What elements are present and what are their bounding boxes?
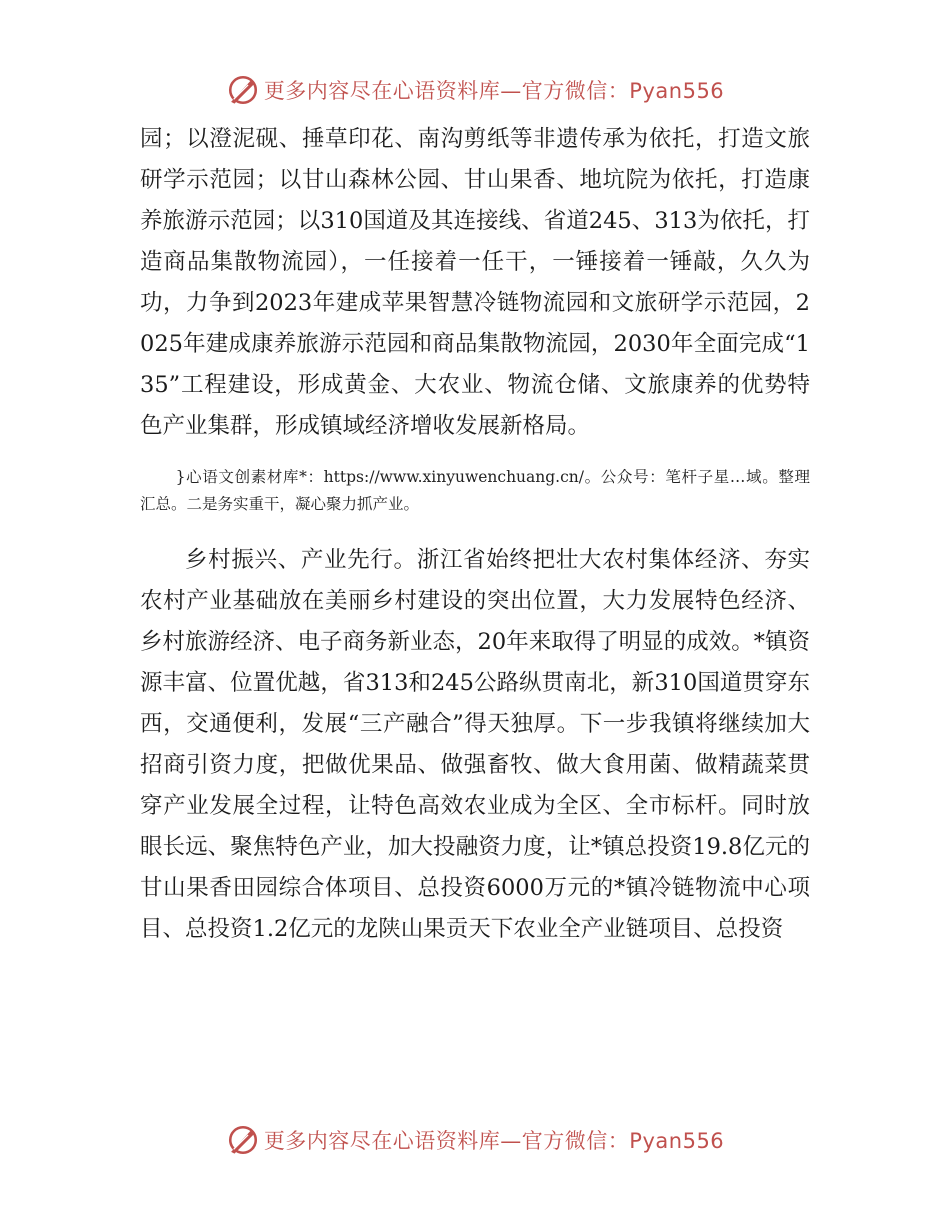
header-banner bbox=[0, 70, 950, 110]
banner-text: 更多内容尽在心语资料库—官方微信：Pyan556 bbox=[263, 79, 725, 103]
paragraph-industry: 乡村振兴、产业先行。浙江省始终把壮大农村集体经济、夯实农村产业基础放在美丽乡村建设的突出位置，大力发展特色经济、乡村旅游经济、电子商务新业态，20年来取得了明显的成效。*镇资源丰富、位置优越，省313和245公路纵贯南北，新310国道贯穿东西，交通便利，发展“三产融合”得天独厚。下一步我镇将继续加大招商引资力度，把做优果品、做强畜牧、做大食用菌、做精蔬菜贯穿产业发展全过程，让特色高效农业成为全区、全市标杆。同时放眼长远、聚焦特色产业，加大投融资力度，让*镇总投资19.8亿元的甘山果香田园综合体项目、总投资6000万元的*镇冷链物流中心项目、总投资1.2亿元的龙陕山果贡天下农业全产业链项目、总投资 bbox=[140, 547, 810, 942]
document-body bbox=[140, 119, 810, 950]
footer-banner bbox=[0, 1120, 950, 1160]
paragraph-continuation: 园；以澄泥砚、捶草印花、南沟剪纸等非遗传承为依托，打造文旅研学示范园；以甘山森林公园、甘山果香、地坑院为依托，打造康养旅游示范园；以310国道及其连接线、省道245、313为依托，打造商品集散物流园），一任接着一任干，一锤接着一锤敲，久久为功，力争到2023年建成苹果智慧冷链物流园和文旅研学示范园，2025年建成康养旅游示范园和商品集散物流园，2030年全面完成“135”工程建设，形成黄金、大农业、物流仓储、文旅康养的优势特色产业集群，形成镇域经济增收发展新格局。 bbox=[140, 126, 810, 439]
quill-pen-icon bbox=[226, 73, 260, 107]
banner-text: 更多内容尽在心语资料库—官方微信：Pyan556 bbox=[263, 1129, 725, 1153]
source-note: }心语文创素材库*：https://www.xinyuwenchuang.cn/。公众号：笔杆子星…域。整理汇总。二是务实重干，凝心聚力抓产业。 bbox=[140, 468, 810, 513]
quill-pen-icon bbox=[226, 1123, 260, 1157]
